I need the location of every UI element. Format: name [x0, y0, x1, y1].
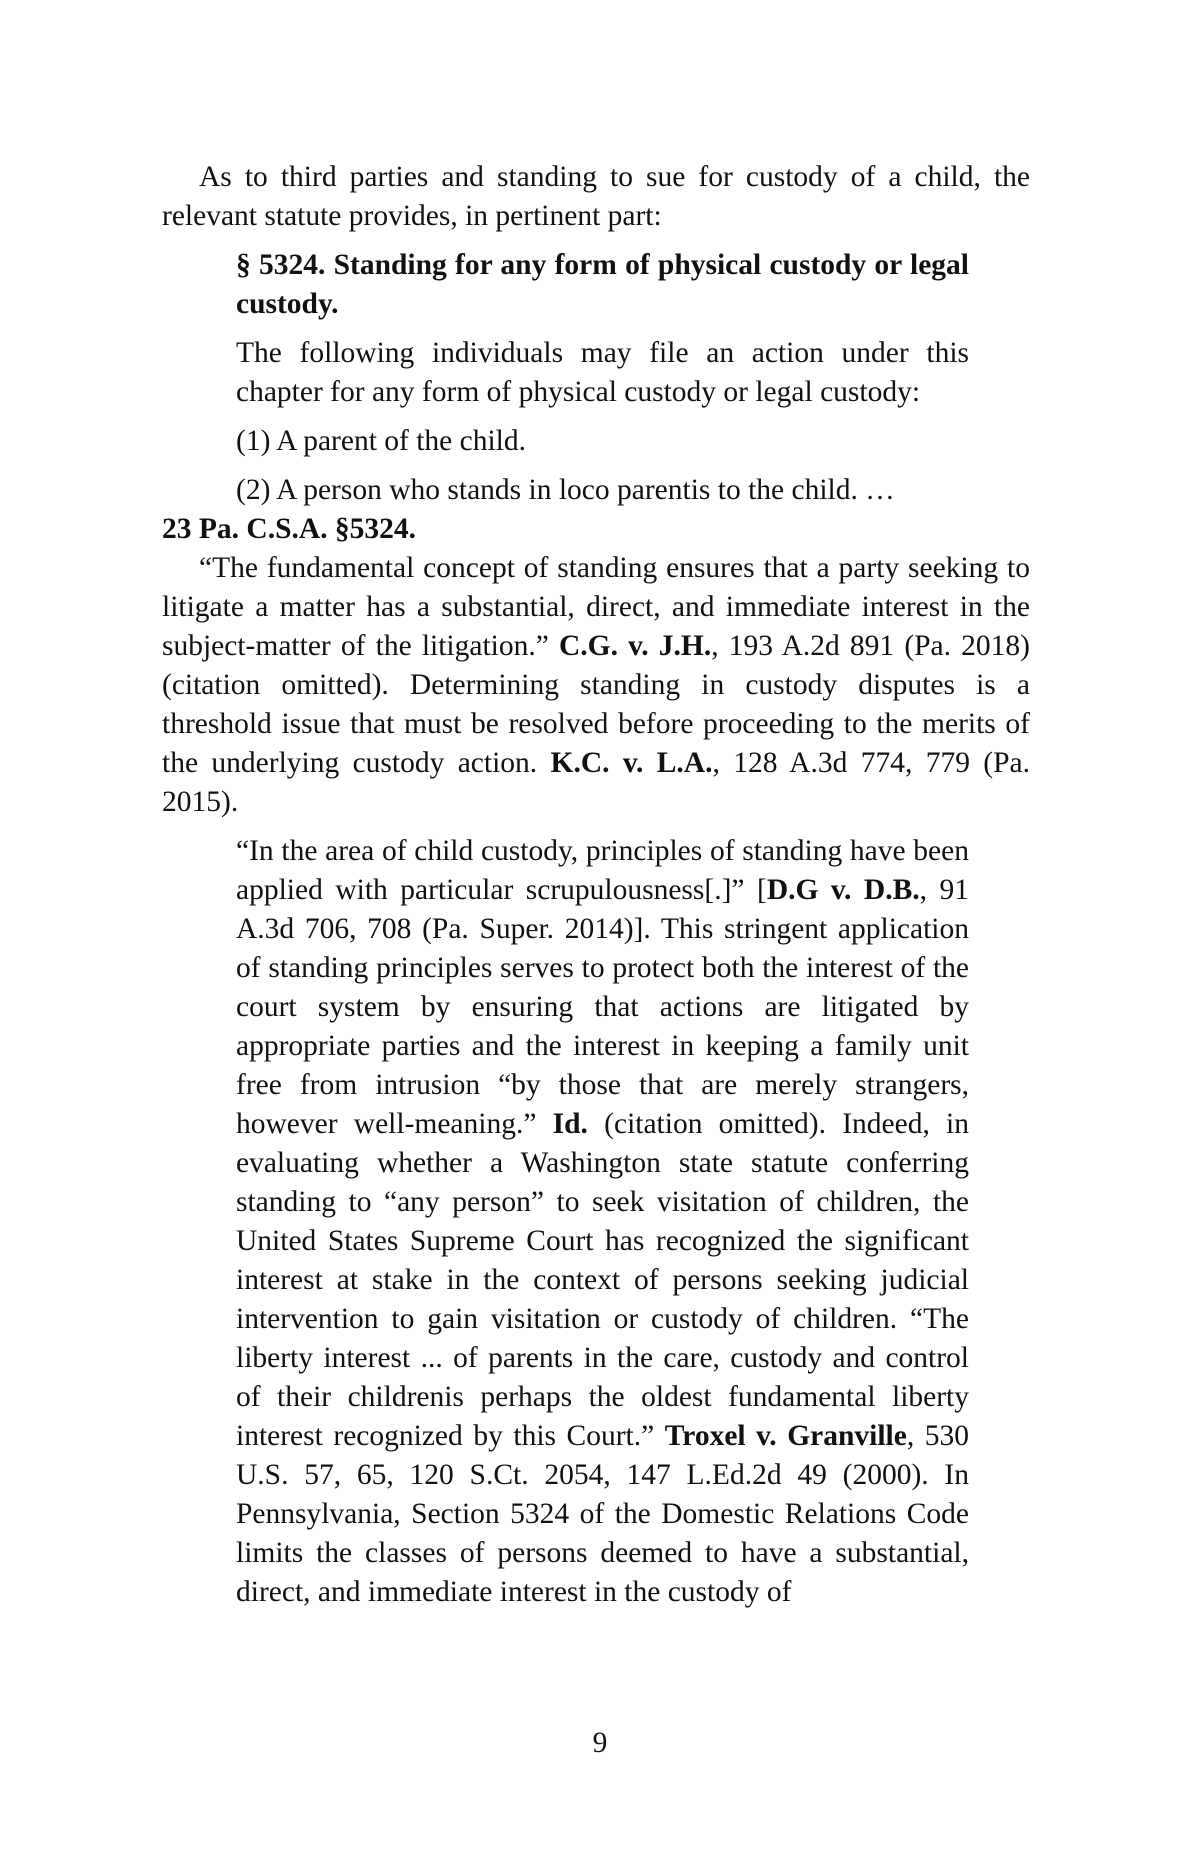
statute-heading: § 5324. Standing for any form of physical custody or legal custody.	[236, 249, 969, 320]
block-quote	[236, 832, 969, 1612]
case-name-id: Id.	[552, 1108, 588, 1140]
text-run: , 91 A.3d 706, 708 (Pa. Super. 2014)]. This stringent application of standing principles serves to protect both the interest of the court system by ensuring that actions are litigated by appropriate parties and the interest in keeping a family unit free from intrusion “by those that are merely strangers, however well-meaning.”	[236, 874, 970, 1140]
statute-item-1: (1) A parent of the child.	[236, 425, 527, 457]
page-number: 9	[592, 1727, 608, 1759]
case-name-dg-db: D.G v. D.B.	[766, 874, 920, 906]
text-run: (citation omitted). Indeed, in evaluating whether a Washington state statute conferring standing to “any person” to seek visitation of children, the United States Supreme Court has recognized the significant interest at stake in the context of persons seeking judicial intervention to gain visitation or custody of children. “The liberty interest ... of parents in the care, custody and control of their childrenis perhaps the oldest fundamental liberty interest recognized by this Court.”	[236, 1108, 970, 1452]
case-name-troxel: Troxel v. Granville	[664, 1420, 907, 1452]
statute-citation: 23 Pa. C.S.A. §5324.	[162, 513, 417, 545]
standing-paragraph	[162, 549, 1030, 822]
statute-text: The following individuals may file an action under this chapter for any form of physical custody or legal custody:	[236, 337, 969, 408]
statute-item-2: (2) A person who stands in loco parentis to the child. …	[236, 474, 895, 506]
case-name-kc-la: K.C. v. L.A.	[550, 747, 713, 779]
intro-paragraph: As to third parties and standing to sue for custody of a child, the relevant statute provides, in pertinent part:	[162, 161, 1030, 232]
case-name-cg-jh: C.G. v. J.H.	[558, 630, 712, 662]
text-run: “In the area of child custody, principles of standing have been applied with particular scrupulousness[.]” [	[236, 835, 969, 906]
text-run: , 530 U.S. 57, 65, 120 S.Ct. 2054, 147 L.Ed.2d 49 (2000). In Pennsylvania, Section 5324 of the Domestic Relations Code limits the classes of persons deemed to have a substantial, direct, and immediate interest in the custody of	[236, 1420, 970, 1608]
text-run: , 193 A.2d 891 (Pa. 2018)(citation omitted). Determining standing in custody disputes is a threshold issue that must be resolved before proceeding to the merits of the underlying custody action.	[162, 630, 1030, 779]
text-run: “The fundamental concept of standing ensures that a party seeking to litigate a matter has a substantial, direct, and immediate interest in the subject-matter of the litigation.”	[162, 552, 1030, 662]
text-run: , 128 A.3d 774, 779 (Pa. 2015).	[162, 747, 1031, 818]
body-text	[162, 158, 1030, 1612]
